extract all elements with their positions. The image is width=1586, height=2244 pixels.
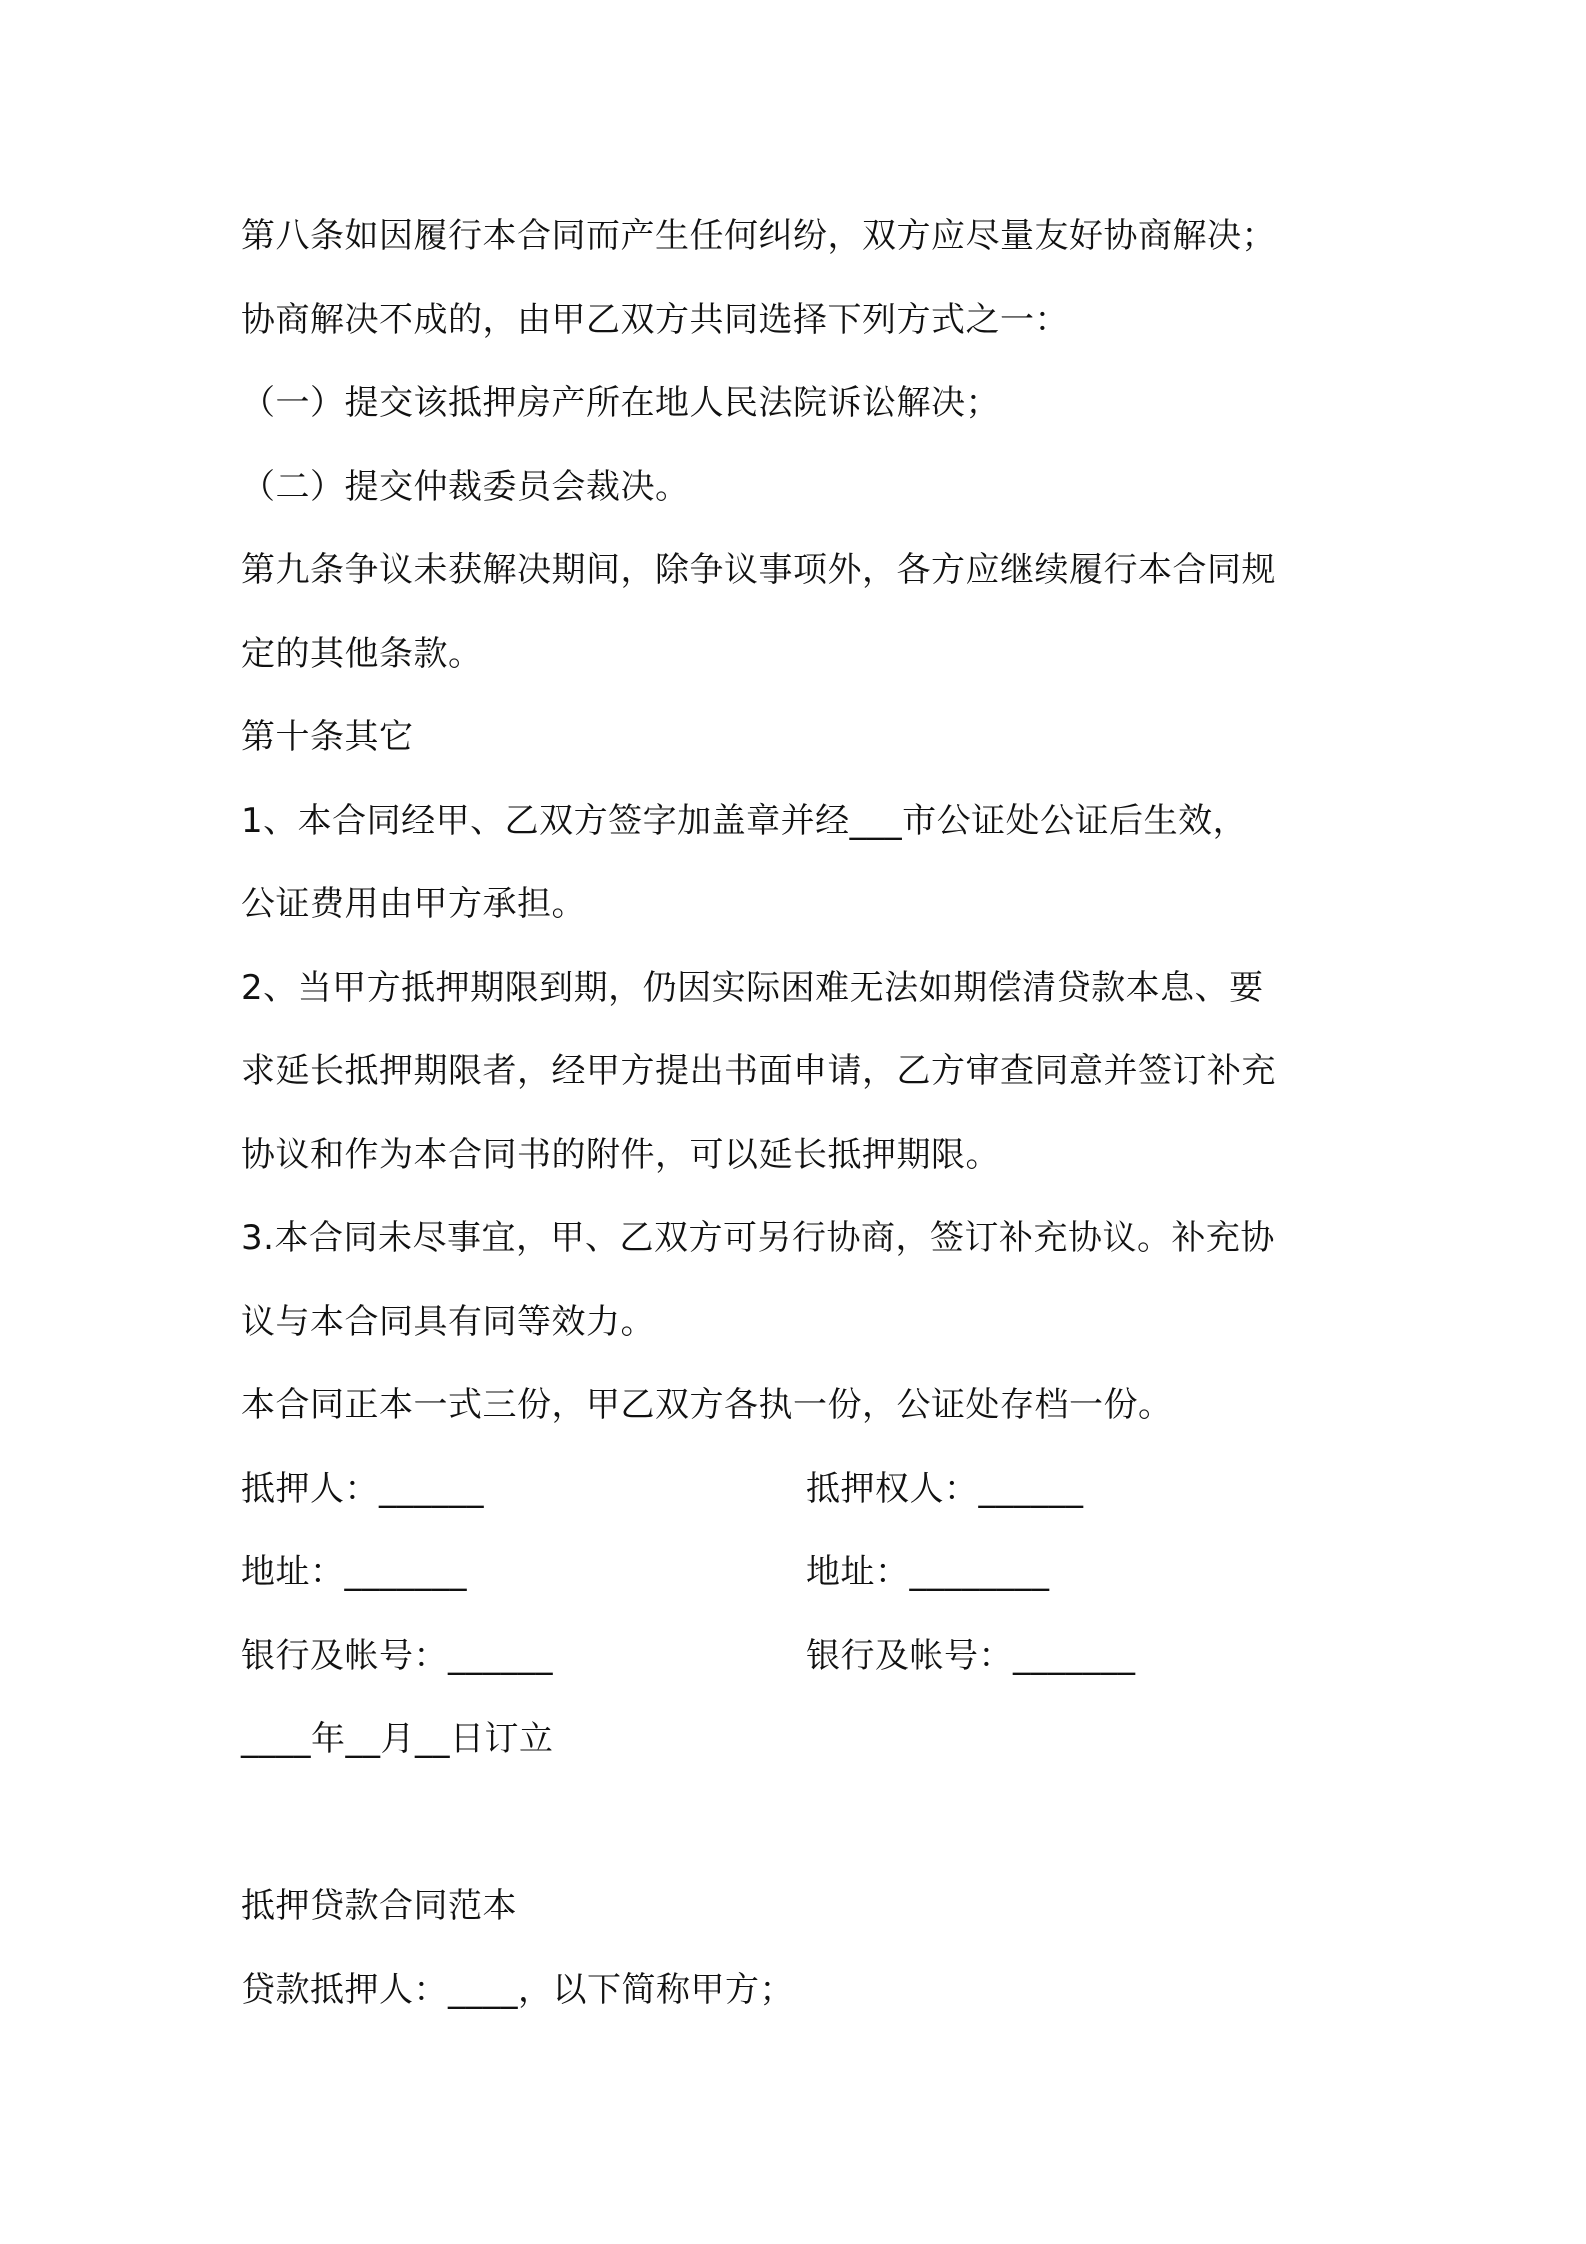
option-1: （一）提交该抵押房产所在地人民法院诉讼解决； [241, 383, 1000, 423]
bank-left-field: 银行及帐号：______ [241, 1635, 553, 1676]
clause-2-line-3: 协议和作为本合同书的附件，可以延长抵押期限。 [241, 1134, 1000, 1175]
next-contract-first-line: 贷款抵押人：____，以下简称甲方； [241, 1969, 794, 2010]
address-left-field: 地址：_______ [241, 1552, 467, 1592]
copies-statement: 本合同正本一式三份，甲乙双方各执一份，公证处存档一份。 [241, 1385, 1173, 1425]
article-8-line-2: 协商解决不成的，由甲乙双方共同选择下列方式之一： [241, 299, 1069, 340]
signature-row-bank [241, 1615, 1361, 1699]
article-10-heading: 第十条其它 [241, 717, 414, 757]
clause-2-line-1: 2、当甲方抵押期限到期，仍因实际困难无法如期偿清贷款本息、要 [241, 967, 1264, 1008]
mortgagee-field: 抵押权人：______ [806, 1468, 1084, 1509]
document-body [241, 195, 1361, 2032]
bank-right-field: 银行及帐号：_______ [806, 1635, 1136, 1676]
mortgagor-field: 抵押人：______ [241, 1468, 484, 1509]
address-right-field: 地址：________ [806, 1552, 1050, 1592]
article-9-line-1: 第九条争议未获解决期间，除争议事项外，各方应继续履行本合同规 [241, 550, 1276, 590]
signature-row-parties [241, 1448, 1361, 1532]
next-contract-title: 抵押贷款合同范本 [241, 1886, 517, 1926]
signing-date: ____年__月__日订立 [241, 1719, 554, 1759]
clause-3-line-1: 3.本合同未尽事宜，甲、乙双方可另行协商，签订补充协议。补充协 [241, 1218, 1275, 1258]
option-2: （二）提交仲裁委员会裁决。 [241, 466, 690, 507]
clause-2-line-2: 求延长抵押期限者，经甲方提出书面申请，乙方审查同意并签订补充 [241, 1051, 1276, 1091]
clause-1-line-2: 公证费用由甲方承担。 [241, 884, 586, 924]
clause-3-line-2: 议与本合同具有同等效力。 [241, 1301, 655, 1342]
article-9-line-2: 定的其他条款。 [241, 633, 483, 674]
clause-1-line-1: 1、本合同经甲、乙双方签字加盖章并经___市公证处公证后生效， [241, 800, 1248, 841]
signature-row-address [241, 1531, 1361, 1615]
section-spacer [241, 1782, 1361, 1866]
article-8-line-1: 第八条如因履行本合同而产生任何纠纷，双方应尽量友好协商解决； [241, 216, 1276, 256]
